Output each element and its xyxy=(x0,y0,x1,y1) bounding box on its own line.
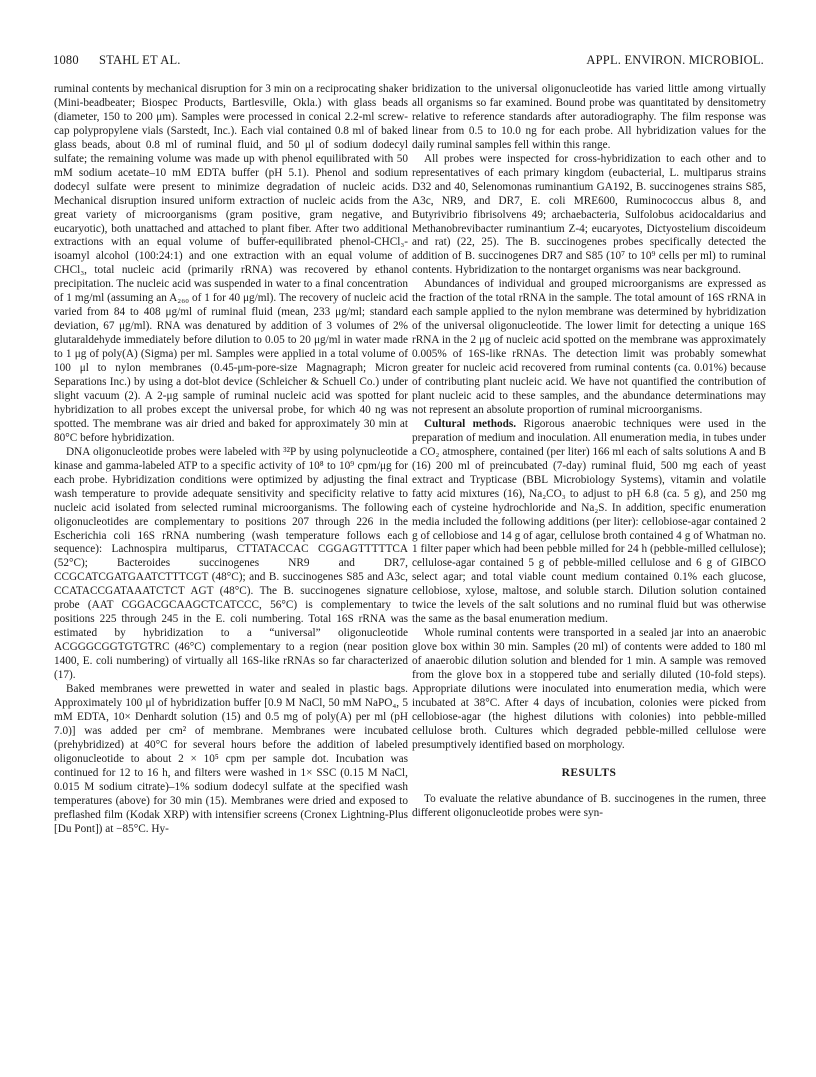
left-column xyxy=(54,83,408,836)
run-in-heading: Cultural methods. xyxy=(424,417,517,430)
paragraph: All probes were inspected for cross-hybridization to each other and to representatives of each primary kingdom (eubacterial, L. multiparus strains D32 and 40, Selenomonas ruminantium GA192, B. succinogenes strains S85, A3c, NR9, and DR7, E. coli MRE600, Ruminococcus albus 8, and Butyrivibrio fibrisolvens 49; archaebacteria, Sulfolobus acidocaldarius and Methanobrevibacter ruminantium Z-4; eucaryotes, Dictyostelium discoideum and rat) (22, 25). The B. succinogenes probes specifically detected the addition of B. succinogenes DR7 and S85 (10⁷ to 10⁹ cells per ml) to ruminal contents. Hybridization to the nontarget organisms was near background. xyxy=(412,152,766,277)
paragraph: Baked membranes were prewetted in water and sealed in plastic bags. Approximately 100 μl of hybridization buffer [0.9 M NaCl, 50 mM NaPO₄, 5 mM EDTA, 10× Denhardt solution (15) and 0.5 mg of poly(A) per ml (pH 7.0)] was added per cm² of membrane. Membranes were incubated (prehybridized) at 40°C for several hours before the addition of labeled oligonucleotide to about 2 × 10⁵ cpm per sample dot. Incubation was continued for 12 to 16 h, and filters were washed in 1× SSC (0.15 M NaCl, 0.015 M sodium citrate)–1% sodium dodecyl sulfate at the specified wash temperatures (above) for 30 min (15). Membranes were dried and exposed to preflashed film (Kodak XRP) with intensifier screens (Cronex Lightning-Plus [Du Pont]) at −85°C. Hy- xyxy=(54,682,408,835)
paragraph: bridization to the universal oligonucleotide has varied little among virtually all organisms so far examined. Bound probe was quantitated by densitometry relative to reference standards after autoradiography. The film response was linear from 0.5 to 10.0 ng for each probe. All hybridization values for the daily ruminal samples fell within this range. xyxy=(412,83,766,151)
running-authors: STAHL ET AL. xyxy=(99,53,181,67)
paragraph: To evaluate the relative abundance of B. succinogenes in the rumen, three different oligonucleotide probes were syn- xyxy=(412,792,766,819)
page-number: 1080 xyxy=(53,53,79,67)
paragraph-text: Rigorous anaerobic techniques were used in the preparation of medium and inoculation. All enumeration media, in tubes under a CO₂ atmosphere, contained (per liter) 166 ml each of salts solutions A and B (16) 200 ml of preincubated (7-day) ruminal fluid, 500 mg each of yeast extract and Trypticase (BBL Microbiology Systems), vitamin and volatile fatty acid mixtures (16), Na₂CO₃ to adjust to pH 6.8 (ca. 5 g), and 250 mg each of cysteine hydrochloride and Na₂S. In addition, specific enumeration media included the following additions (per liter): cellobiose-agar contained 2 g of cellobiose and 14 g of agar, cellulose broth contained 4 g of Whatman no. 1 filter paper which had been pebble milled for 24 h (pebble-milled cellulose); cellulose-agar contained 5 g of pebble-milled cellulose and 6 g of GIBCO select agar; and total viable count medium contained 0.1% each glucose, cellobiose, xylose, maltose, and soluble starch. Dilution solution contained twice the levels of the salt solutions and no ruminal fluid but was otherwise the same as the basal enumeration medium. xyxy=(412,417,766,626)
running-header xyxy=(53,53,764,73)
right-column xyxy=(412,83,766,821)
paragraph: Abundances of individual and grouped microorganisms are expressed as the fraction of the total rRNA in the sample. The total amount of 16S rRNA in each sample applied to the nylon membrane was determined by hybridization of the universal oligonucleotide. The lower limit for detecting a unique 16S rRNA in the 2 μg of nucleic acid spotted on the membrane was approximately 0.005% of 16S-like rRNAs. The detection limit was probably somewhat greater for nucleic acid recovered from ruminal contents (ca. 0.01%) because of contributing plant nucleic acid. We have not quantified the contribution of plant nucleic acid to these samples, and the abundance determinations may not represent an absolute proportion of ruminal microorganisms. xyxy=(412,278,766,416)
paragraph xyxy=(412,418,766,627)
section-heading: RESULTS xyxy=(561,766,617,779)
paragraph: DNA oligonucleotide probes were labeled with ³²P by using polynucleotide kinase and gamma-labeled ATP to a specific activity of 10⁸ to 10⁹ cpm/μg for each probe. Hybridization conditions were optimized by adjusting the final wash temperature to provide adequate sensitivity and specificity relative to nucleic acid isolated from selected ruminal microorganisms. The following oligonucleotides are complementary to positions 207 through 226 in the Escherichia coli 16S rRNA numbering (wash temperature follows each sequence): Lachnospira multiparus, CTTATACCAC CGGAGTTTTTCA (52°C); Bacteroides succinogenes NR9 and DR7, CCGCATCGATGAATCTTTCGT (48°C); and B. succinogenes S85 and A3c, CCATACCGATAAATCTCT AGT (48°C). The B. succinogenes signature probe (AAT CGGACGCAAGCTCATCCC, 56°C) is complementary to positions 225 through 245 in the E. coli numbering. Total 16S rRNA was estimated by hybridization to a “universal” oligonucleotide ACGGGCGGTGTGTRC (46°C) complementary to a region (near position 1400, E. coli numbering) of virtually all 16S-like rRNAs so far characterized (17). xyxy=(54,445,408,682)
paragraph: Whole ruminal contents were transported in a sealed jar into an anaerobic glove box within 30 min. Samples (20 ml) of contents were added to 180 ml of anaerobic dilution solution and blended for 1 min. A sample was removed from the glove box in a stoppered tube and serially diluted (10-fold steps). Appropriate dilutions were inoculated into enumeration media, which were incubated at 38°C. After 4 days of incubation, colonies were picked from cellobiose-agar (the highest dilutions with colonies) into pebble-milled cellulose broth. Cultures which degraded pebble-milled cellulose were presumptively identified based on morphology. xyxy=(412,627,766,751)
paragraph: ruminal contents by mechanical disruption for 3 min on a reciprocating shaker (Mini-beadbeater; Biospec Products, Bartlesville, Okla.) with glass beads (diameter, 150 to 200 μm). Samples were processed in conical 2.2-ml screw-cap polypropylene vials (Sarstedt, Inc.). Each vial contained 0.8 ml of baked glass beads, about 0.8 ml of ruminal fluid, and 50 μl of sodium dodecyl sulfate; the remaining volume was made up with phenol equilibrated with 50 mM sodium acetate–10 mM EDTA buffer (pH 5.1). Phenol and sodium dodecyl sulfate were present to minimize degradation of nucleic acids. Mechanical disruption insured uniform extraction of nucleic acids from the great variety of microorganisms (gram positive, gram negative, and eucaryotic), both unattached and attached to plant fiber. After two additional extractions with an equal volume of buffer-equilibrated phenol-CHCl₃-isoamyl alcohol (100:24:1) and one extraction with an equal volume of CHCl₃, total nucleic acid (primarily rRNA) was recovered by ethanol precipitation. The nucleic acid was suspended in water to a final concentration of 1 mg/ml (assuming an A₂₆₀ of 1 for 40 μg/ml). The recovery of nucleic acid varied from 84 to 408 μg/ml of ruminal fluid (mean, 233 μg/ml; standard deviation, 67 μg/ml). RNA was denatured by addition of 3 volumes of 2% glutaraldehyde immediately before dilution to 0.05 to 20 μg/ml in water made to 1 μg of poly(A) (Sigma) per ml. Samples were applied in a total volume of 100 μl to nylon membranes (0.45-μm-pore-size Magnagraph; Micron Separations Inc.) by using a dot-blot device (Schleicher & Schuell Co.) under slight vacuum (2). A 2-μg sample of ruminal nucleic acid was spotted for hybridization to all probes except the universal probe, for which 40 ng was spotted. The membrane was air dried and baked for approximately 30 min at 80°C before hybridization. xyxy=(54,83,408,444)
journal-name: APPL. ENVIRON. MICROBIOL. xyxy=(586,53,764,67)
